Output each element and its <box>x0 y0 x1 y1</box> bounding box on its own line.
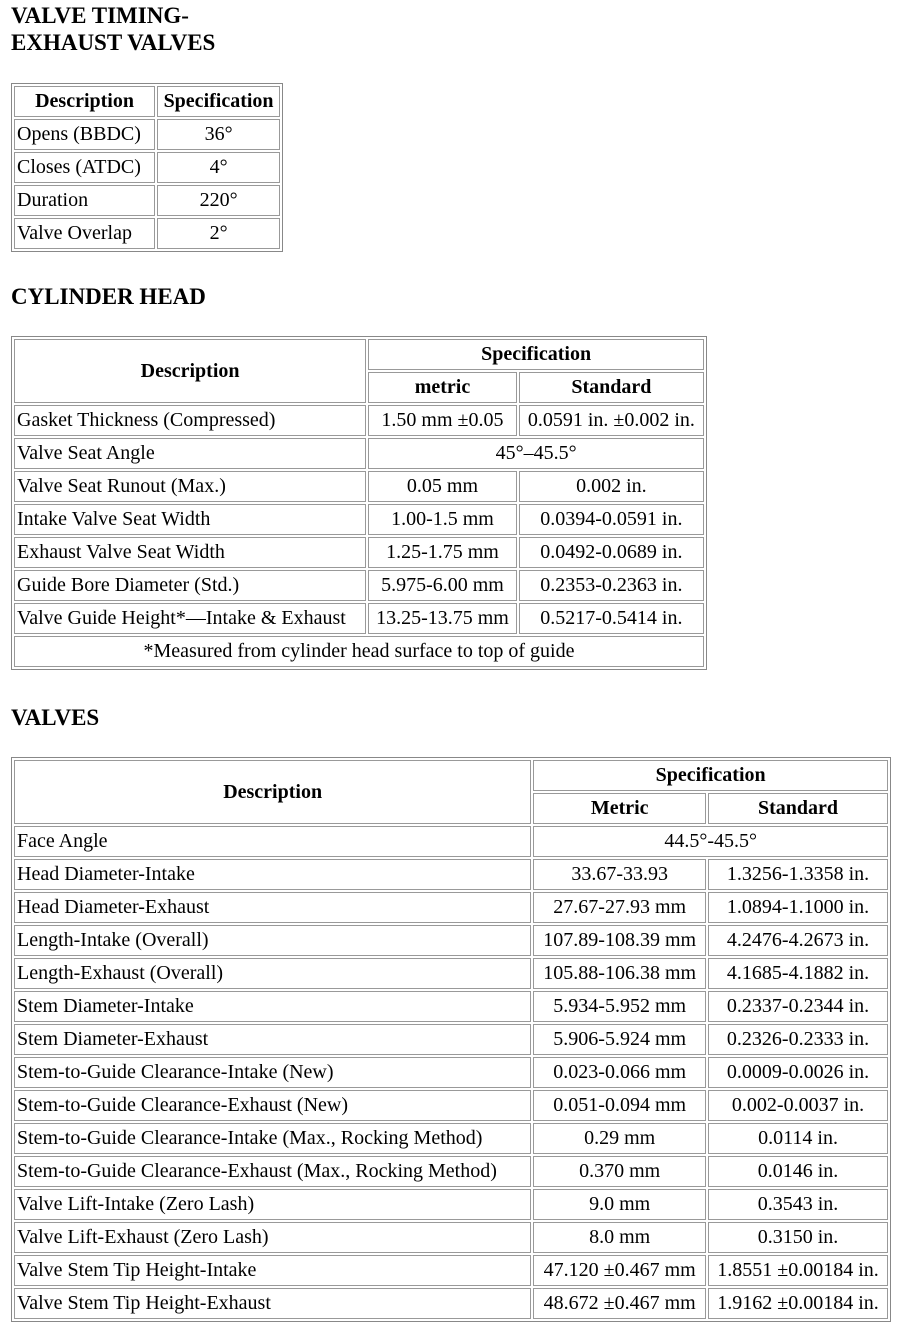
standard-cell: 0.2353-0.2363 in. <box>519 570 704 601</box>
description-cell: Exhaust Valve Seat Width <box>14 537 366 568</box>
description-cell: Valve Seat Runout (Max.) <box>14 471 366 502</box>
metric-cell: 0.051-0.094 mm <box>533 1090 706 1121</box>
table-header-row <box>14 760 888 791</box>
metric-cell: 0.29 mm <box>533 1123 706 1154</box>
table-row <box>14 218 280 249</box>
description-cell: Stem Diameter-Intake <box>14 991 531 1022</box>
table-row <box>14 1288 888 1319</box>
description-cell: Duration <box>14 185 155 216</box>
table-row <box>14 471 704 502</box>
description-cell: Valve Guide Height*—Intake & Exhaust <box>14 603 366 634</box>
standard-cell: 0.0591 in. ±0.002 in. <box>519 405 704 436</box>
valve-timing-table <box>11 83 283 252</box>
metric-cell: 5.934-5.952 mm <box>533 991 706 1022</box>
standard-cell: 0.0009-0.0026 in. <box>708 1057 888 1088</box>
standard-cell: 0.0146 in. <box>708 1156 888 1187</box>
table-row <box>14 185 280 216</box>
description-cell: Head Diameter-Exhaust <box>14 892 531 923</box>
description-cell: Valve Stem Tip Height-Intake <box>14 1255 531 1286</box>
metric-cell: 33.67-33.93 <box>533 859 706 890</box>
table-row <box>14 1057 888 1088</box>
metric-cell: 1.25-1.75 mm <box>368 537 517 568</box>
header-standard: Standard <box>708 793 888 824</box>
standard-cell: 0.0114 in. <box>708 1123 888 1154</box>
table-row <box>14 826 888 857</box>
specification-cell: 2° <box>157 218 280 249</box>
description-cell: Length-Intake (Overall) <box>14 925 531 956</box>
footnote-row <box>14 636 704 667</box>
description-cell: Stem-to-Guide Clearance-Intake (New) <box>14 1057 531 1088</box>
standard-cell: 0.0492-0.0689 in. <box>519 537 704 568</box>
timing-title-line1: VALVE TIMING- <box>11 3 189 28</box>
table-row <box>14 152 280 183</box>
table-row <box>14 1090 888 1121</box>
table-row <box>14 537 704 568</box>
timing-title <box>11 2 215 56</box>
description-cell: Stem-to-Guide Clearance-Exhaust (New) <box>14 1090 531 1121</box>
description-cell: Valve Overlap <box>14 218 155 249</box>
metric-cell: 8.0 mm <box>533 1222 706 1253</box>
table-row <box>14 119 280 150</box>
metric-cell: 0.370 mm <box>533 1156 706 1187</box>
cylinder-head-table <box>11 336 707 670</box>
header-description: Description <box>14 760 531 824</box>
standard-cell: 1.9162 ±0.00184 in. <box>708 1288 888 1319</box>
standard-cell: 0.3543 in. <box>708 1189 888 1220</box>
timing-title-line2: EXHAUST VALVES <box>11 30 216 55</box>
description-cell: Intake Valve Seat Width <box>14 504 366 535</box>
valves-table <box>11 757 891 1322</box>
description-cell: Length-Exhaust (Overall) <box>14 958 531 989</box>
table-row <box>14 570 704 601</box>
description-cell: Valve Lift-Exhaust (Zero Lash) <box>14 1222 531 1253</box>
specification-cell: 4° <box>157 152 280 183</box>
standard-cell: 0.2337-0.2344 in. <box>708 991 888 1022</box>
standard-cell: 4.1685-4.1882 in. <box>708 958 888 989</box>
table-row <box>14 603 704 634</box>
metric-cell: 13.25-13.75 mm <box>368 603 517 634</box>
cylinder-head-title: CYLINDER HEAD <box>11 284 206 309</box>
description-cell: Valve Stem Tip Height-Exhaust <box>14 1288 531 1319</box>
table-row <box>14 892 888 923</box>
metric-cell: 47.120 ±0.467 mm <box>533 1255 706 1286</box>
standard-cell: 0.002 in. <box>519 471 704 502</box>
specification-cell: 45°–45.5° <box>368 438 704 469</box>
description-cell: Gasket Thickness (Compressed) <box>14 405 366 436</box>
description-cell: Head Diameter-Intake <box>14 859 531 890</box>
specification-cell: 36° <box>157 119 280 150</box>
header-specification: Specification <box>533 760 888 791</box>
standard-cell: 4.2476-4.2673 in. <box>708 925 888 956</box>
valves-title: VALVES <box>11 705 100 730</box>
description-cell: Face Angle <box>14 826 531 857</box>
metric-cell: 5.975-6.00 mm <box>368 570 517 601</box>
table-row <box>14 405 704 436</box>
header-specification: Specification <box>157 86 280 117</box>
description-cell: Guide Bore Diameter (Std.) <box>14 570 366 601</box>
table-row <box>14 859 888 890</box>
table-row <box>14 1123 888 1154</box>
metric-cell: 0.05 mm <box>368 471 517 502</box>
table-row <box>14 1024 888 1055</box>
table-row <box>14 1189 888 1220</box>
metric-cell: 107.89-108.39 mm <box>533 925 706 956</box>
description-cell: Opens (BBDC) <box>14 119 155 150</box>
header-description: Description <box>14 339 366 403</box>
table-row <box>14 925 888 956</box>
header-standard: Standard <box>519 372 704 403</box>
standard-cell: 0.2326-0.2333 in. <box>708 1024 888 1055</box>
description-cell: Stem-to-Guide Clearance-Exhaust (Max., Rocking Method) <box>14 1156 531 1187</box>
table-row <box>14 504 704 535</box>
metric-cell: 105.88-106.38 mm <box>533 958 706 989</box>
standard-cell: 0.3150 in. <box>708 1222 888 1253</box>
standard-cell: 0.002-0.0037 in. <box>708 1090 888 1121</box>
table-row <box>14 1156 888 1187</box>
specification-cell: 44.5°-45.5° <box>533 826 888 857</box>
description-cell: Closes (ATDC) <box>14 152 155 183</box>
header-specification: Specification <box>368 339 704 370</box>
metric-cell: 1.50 mm ±0.05 <box>368 405 517 436</box>
standard-cell: 1.0894-1.1000 in. <box>708 892 888 923</box>
specification-cell: 220° <box>157 185 280 216</box>
metric-cell: 5.906-5.924 mm <box>533 1024 706 1055</box>
table-header-row <box>14 86 280 117</box>
standard-cell: 0.0394-0.0591 in. <box>519 504 704 535</box>
header-metric: metric <box>368 372 517 403</box>
standard-cell: 1.8551 ±0.00184 in. <box>708 1255 888 1286</box>
description-cell: Stem Diameter-Exhaust <box>14 1024 531 1055</box>
description-cell: Stem-to-Guide Clearance-Intake (Max., Rocking Method) <box>14 1123 531 1154</box>
table-row <box>14 991 888 1022</box>
header-description: Description <box>14 86 155 117</box>
table-row <box>14 1222 888 1253</box>
description-cell: Valve Seat Angle <box>14 438 366 469</box>
metric-cell: 27.67-27.93 mm <box>533 892 706 923</box>
metric-cell: 0.023-0.066 mm <box>533 1057 706 1088</box>
footnote: *Measured from cylinder head surface to top of guide <box>14 636 704 667</box>
header-metric: Metric <box>533 793 706 824</box>
metric-cell: 1.00-1.5 mm <box>368 504 517 535</box>
table-row <box>14 958 888 989</box>
description-cell: Valve Lift-Intake (Zero Lash) <box>14 1189 531 1220</box>
standard-cell: 1.3256-1.3358 in. <box>708 859 888 890</box>
standard-cell: 0.5217-0.5414 in. <box>519 603 704 634</box>
metric-cell: 9.0 mm <box>533 1189 706 1220</box>
table-row <box>14 438 704 469</box>
table-header-row <box>14 339 704 370</box>
table-row <box>14 1255 888 1286</box>
metric-cell: 48.672 ±0.467 mm <box>533 1288 706 1319</box>
